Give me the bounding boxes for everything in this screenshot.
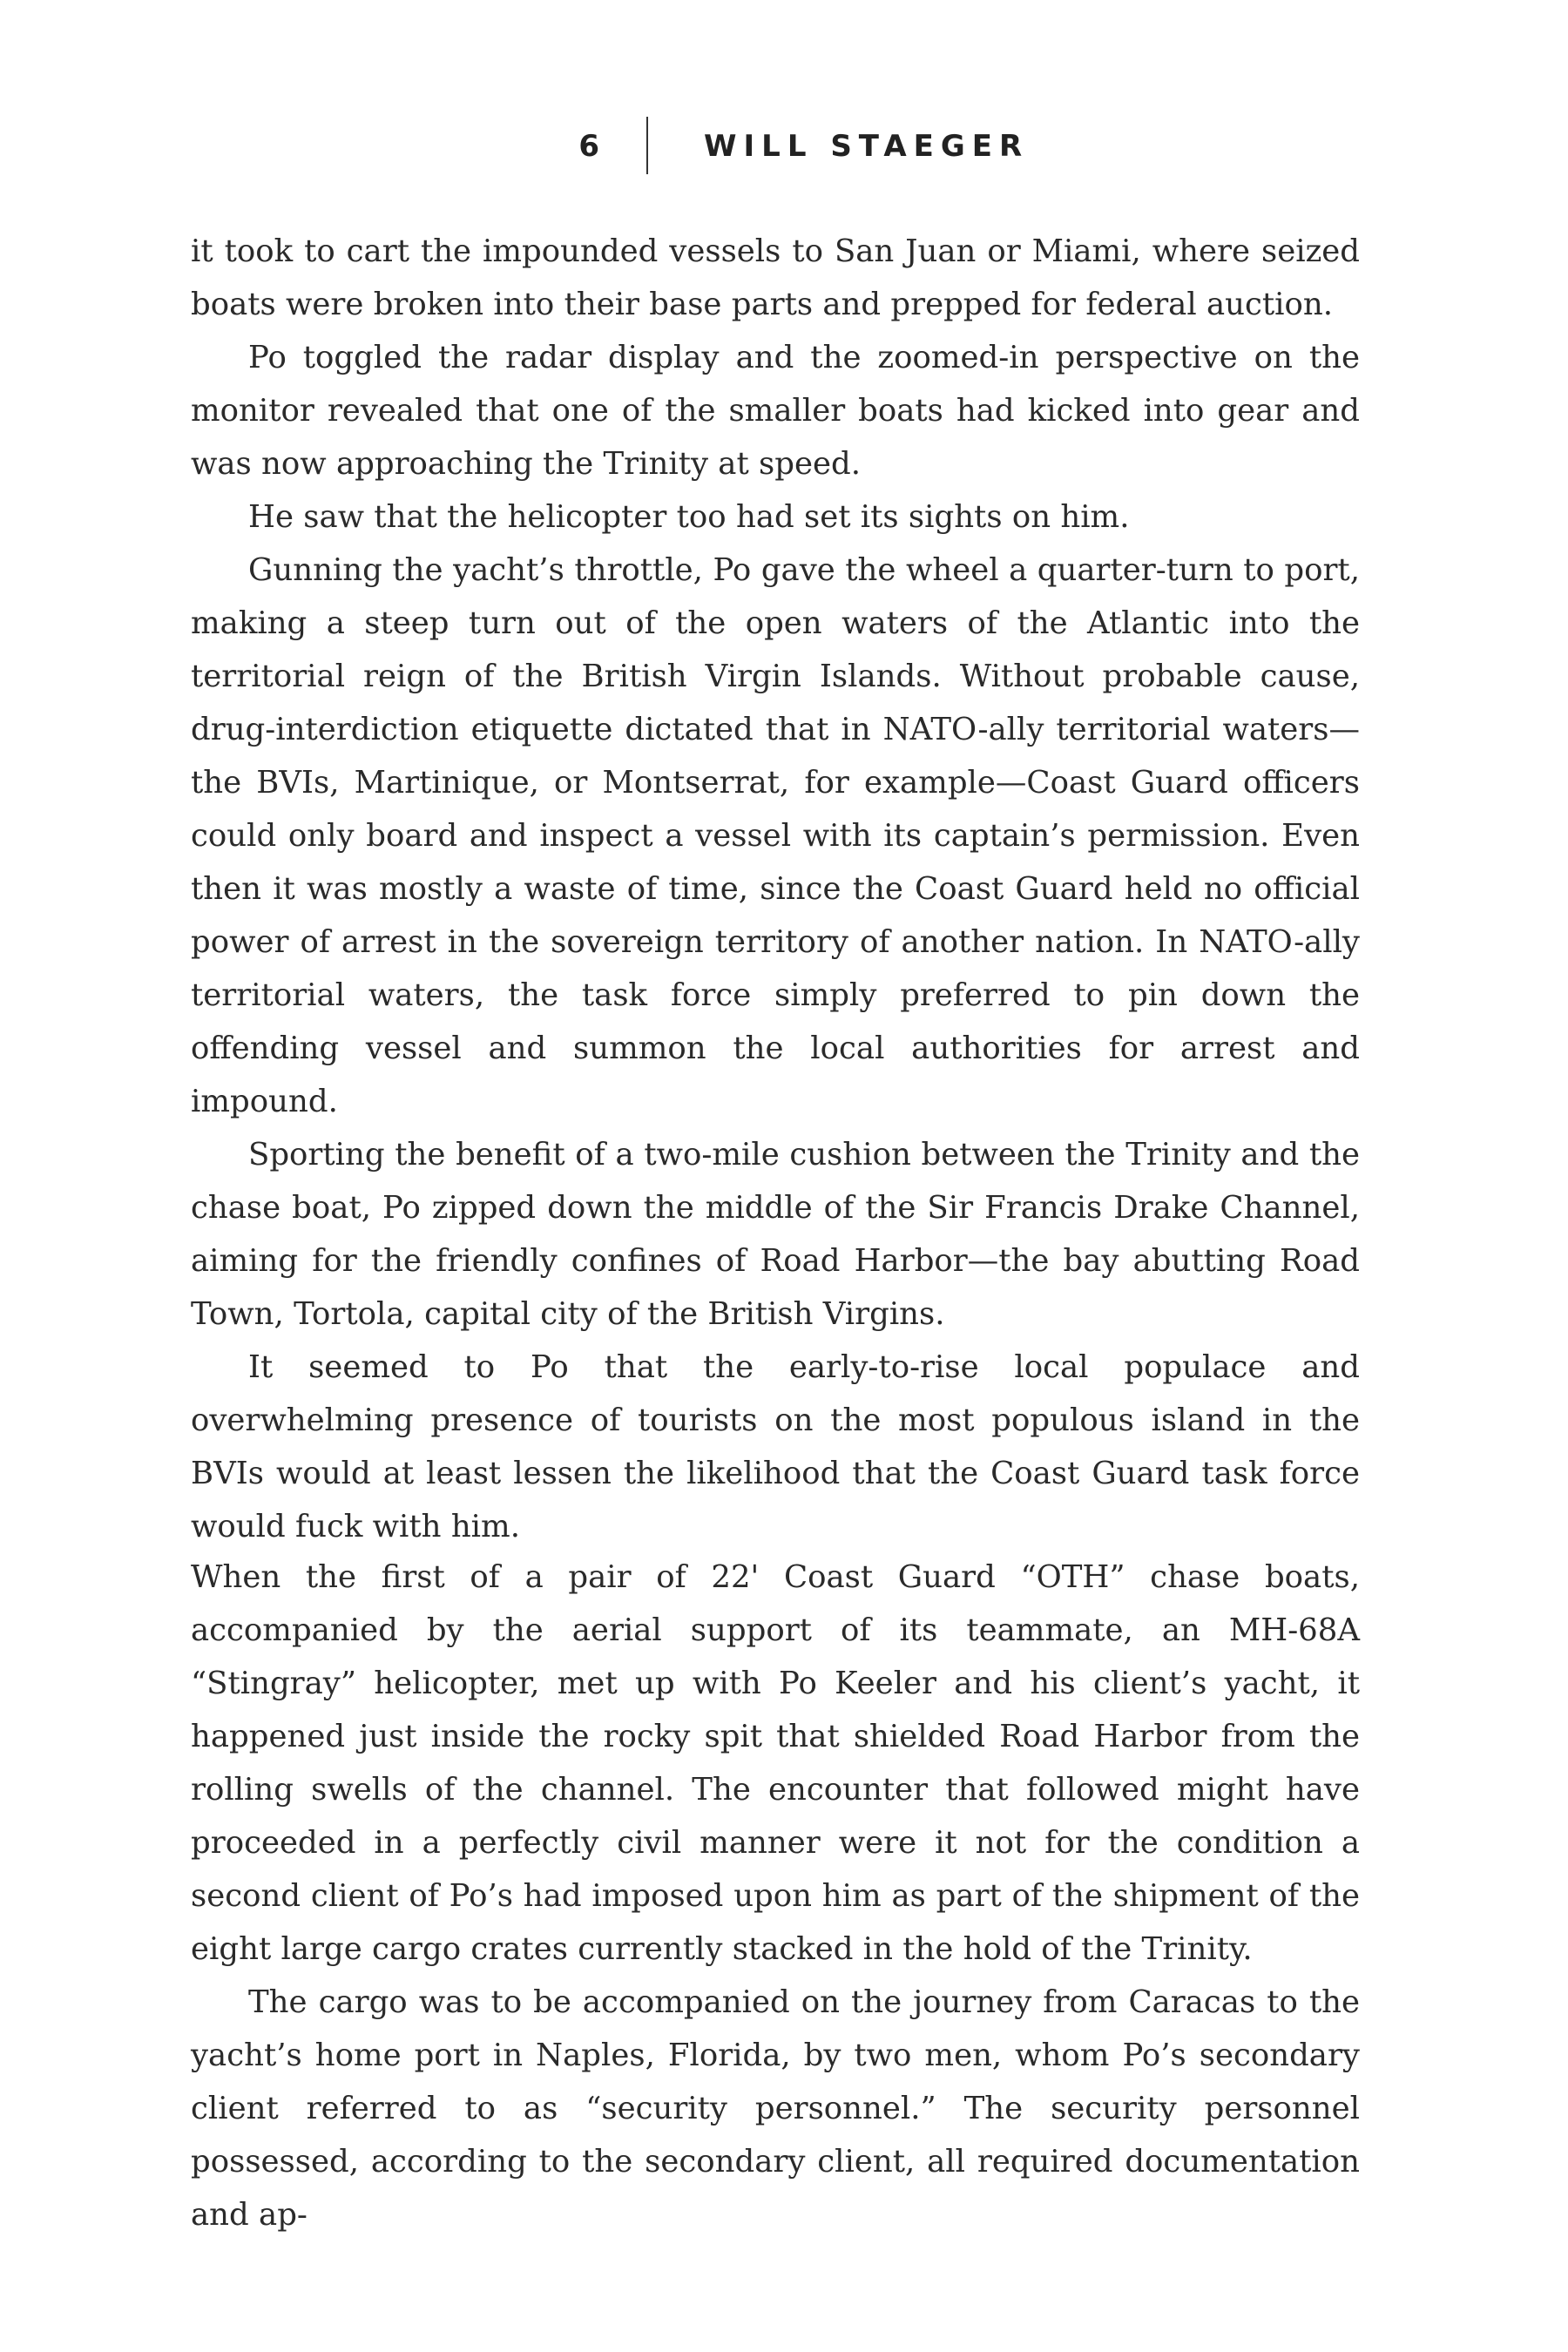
paragraph: It seemed to Po that the early-to-rise local populace and overwhelming presence of tourists on the most populous island in the BVIs would at least lessen the likelihood that the Coast Guard task force would fuck with him. (191, 1349, 1360, 1544)
body-text-section-2 (191, 1551, 1360, 2241)
paragraph: The cargo was to be accompanied on the journey from Caracas to the yacht’s home port in Naples, Florida, by two men, whom Po’s secondary client referred to as “security personnel.” The security personnel possessed, according to the secondary client, all required documentation and ap- (191, 1984, 1360, 2233)
running-header-author: WILL STAEGER (704, 129, 1030, 164)
paragraph: Gunning the yacht’s throttle, Po gave the wheel a quarter-turn to port, making a steep turn out of the open waters of the Atlantic into the territorial reign of the British Virgin Islands. Without probable cause, drug-interdiction etiquette dictated that in NATO-ally territorial waters—the BVIs, Martinique, or Montserrat, for example—Coast Guard officers could only board and inspect a vessel with its captain’s permission. Even then it was mostly a waste of time, since the Coast Guard held no official power of arrest in the sovereign territory of another nation. In NATO-ally territorial waters, the task force simply preferred to pin down the offending vessel and summon the local authorities for arrest and impound. (191, 552, 1360, 1119)
paragraph: Po toggled the radar display and the zoomed-in perspective on the monitor revealed that one of the smaller boats had kicked into gear and was now approaching the Trinity at speed. (191, 340, 1360, 482)
paragraph: When the first of a pair of 22' Coast Guard “OTH” chase boats, accompanied by the aerial support of its teammate, an MH-68A “Stingray” helicopter, met up with Po Keeler and his client’s yacht, it happened just inside the rocky spit that shielded Road Harbor from the rolling swells of the channel. The encounter that followed might have proceeded in a perfectly civil manner were it not for the condition a second client of Po’s had imposed upon him as part of the shipment of the eight large cargo crates currently stacked in the hold of the Trinity. (191, 1559, 1360, 1967)
header-divider (646, 117, 648, 174)
body-text-section-1 (191, 225, 1360, 1553)
page-number: 6 (578, 129, 601, 164)
paragraph: Sporting the benefit of a two-mile cushion between the Trinity and the chase boat, Po zipped down the middle of the Sir Francis Drake Channel, aiming for the friendly confines of Road Harbor—the bay abutting Road Town, Tortola, capital city of the British Virgins. (191, 1137, 1360, 1332)
running-header (0, 124, 1568, 185)
paragraph: He saw that the helicopter too had set its sights on him. (248, 499, 1130, 535)
paragraph: it took to cart the impounded vessels to San Juan or Miami, where seized boats were broken into their base parts and prepped for federal auction. (191, 233, 1360, 322)
